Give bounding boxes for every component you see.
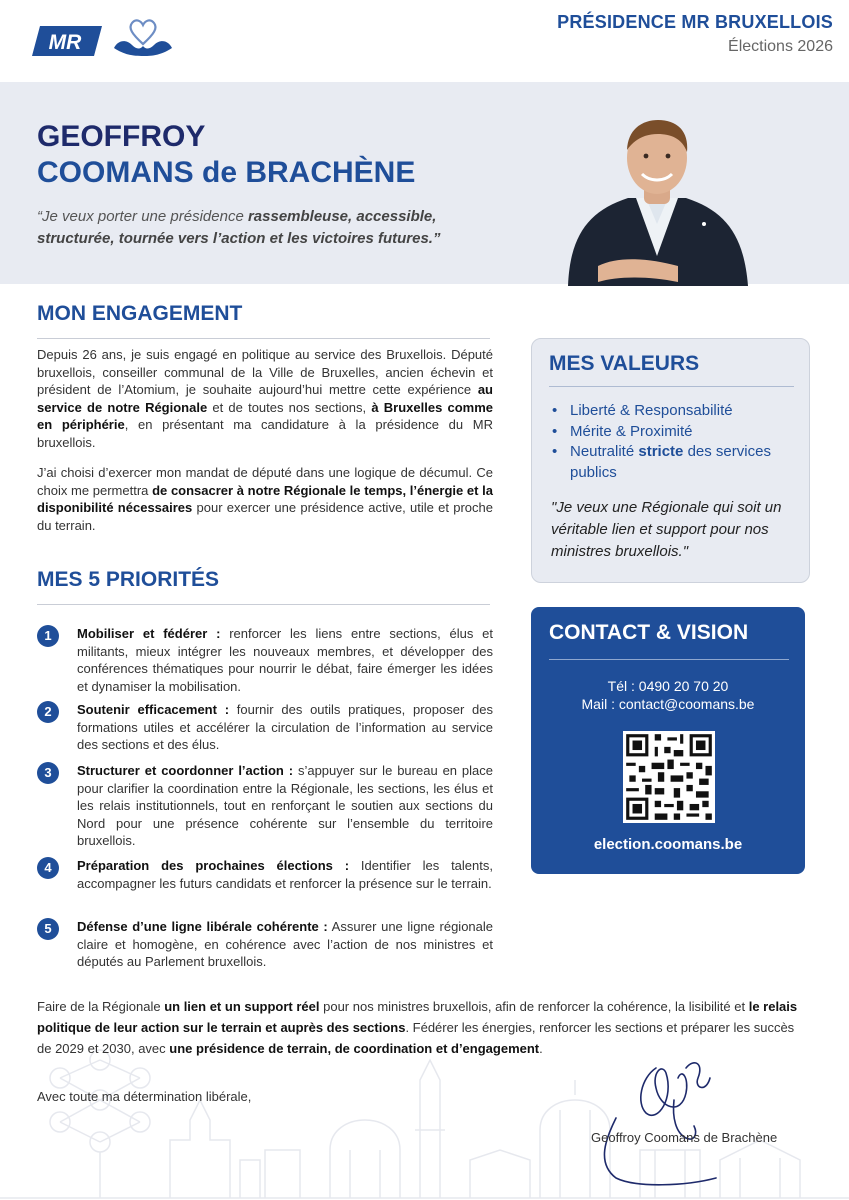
contact-email[interactable]: Mail : contact@coomans.be (581, 696, 755, 712)
priority-body: s’appuyer sur le bureau en place pour clarifier la coordination entre la Régionale, les sections, les élus et les relais institutionnels, tout en renforçant le soutien aux sections du Nord pour une présence cohérente sur l’ensemble du territoire bruxellois. (77, 763, 494, 849)
value-item (552, 401, 795, 422)
contact-phone[interactable]: Tél : 0490 20 70 20 (607, 678, 729, 694)
engagement-p1-bold-a: au service de notre Régionale (37, 382, 493, 415)
value-text: Liberté & Responsabilité (570, 402, 733, 419)
priority-text (77, 762, 493, 850)
bullet-icon: • (552, 443, 558, 460)
bullet-icon: • (552, 402, 558, 419)
priority-body: Assurer une ligne régionale claire et homogène, en cohérence avec l’action de nos ministres et députés au Parlement bruxellois. (77, 919, 494, 970)
contact-title: CONTACT & VISION (549, 621, 749, 644)
top-bar (0, 0, 849, 82)
signature-name: Geoffroy Coomans de Brachène (591, 1130, 778, 1145)
priority-item (37, 762, 493, 850)
candidate-portrait (558, 116, 756, 286)
priority-number-badge: 5 (37, 918, 59, 940)
value-text-end: des services publics (570, 443, 771, 481)
values-divider (549, 386, 794, 387)
value-text: Neutralité (570, 443, 639, 460)
closing-text-d: . (539, 1041, 543, 1056)
contact-divider (549, 659, 789, 660)
heart-logo-icon (112, 18, 174, 58)
closing-text-b: pour nos ministres bruxellois, afin de renforcer la cohérence, la lisibilité et (319, 999, 749, 1014)
engagement-title: MON ENGAGEMENT (37, 302, 243, 325)
priority-number-badge: 3 (37, 762, 59, 784)
priority-text (77, 918, 493, 971)
priority-heading: Préparation des prochaines élections : (77, 858, 350, 873)
closing-text-a: Faire de la Régionale (37, 999, 165, 1014)
priority-body: Identifier les talents, accompagner les futurs candidats et renforcer la présence sur le terrain. (77, 858, 493, 891)
closing-text-c: . Fédérer les énergies, renforcer les sections et préparer les succès de 2029 et 2030, avec (37, 1020, 795, 1056)
engagement-p2-bold: de consacrer à notre Régionale le temps, l’énergie et la disponibilité nécessaires (37, 482, 494, 516)
bullet-icon: • (552, 422, 558, 440)
priority-text (77, 857, 493, 892)
mr-logo-text: MR (48, 31, 82, 54)
priority-body: renforcer les liens entre sections, élus et militants, mieux intégrer les nouveaux membres, et développer des conférences thématiques pour nourrir le débat, faire émerger les idées et dynamiser la mobilisation. (77, 626, 493, 694)
priority-text (77, 701, 493, 754)
priority-number-badge: 2 (37, 701, 59, 723)
values-list (552, 401, 795, 483)
priority-text (77, 625, 493, 695)
contact-card (531, 607, 805, 874)
engagement-divider (37, 338, 490, 339)
values-quote: "Je veux une Régionale qui soit un véritable lien et support pour nos ministres bruxellois." (551, 499, 782, 560)
value-item (552, 422, 795, 443)
closing-bold-c: une présidence de terrain, de coordination et d’engagement (169, 1041, 540, 1056)
priorities-title: MES 5 PRIORITÉS (37, 568, 220, 591)
engagement-p1-text-b: et de toutes nos sections, (207, 399, 372, 415)
engagement-p1-text-c: , en présentant ma candidature à la présidence du MR bruxellois. (37, 417, 493, 450)
value-emphasis: stricte (638, 443, 684, 460)
value-item (552, 442, 795, 483)
hero-quote-emphasis: rassembleuse, accessible, structurée, tournée vers l’action et les victoires futures.” (37, 208, 441, 247)
engagement-paragraph-2 (37, 464, 493, 534)
closing-bold-a: un lien et un support réel (164, 999, 320, 1014)
priority-item (37, 857, 493, 892)
header-title: PRÉSIDENCE MR BRUXELLOIS (557, 12, 833, 32)
salutation: Avec toute ma détermination libérale, (37, 1089, 252, 1104)
hero-banner (0, 82, 849, 284)
qr-code-icon[interactable] (623, 731, 715, 823)
priority-number-badge: 4 (37, 857, 59, 879)
values-card (531, 338, 810, 583)
engagement-p2-text-b: pour exercer une présidence active, utile et proche du terrain. (37, 500, 493, 533)
engagement-p1-text-a: Depuis 26 ans, je suis engagé en politique au service des Bruxellois. Député bruxellois, conseiller communal de la Ville de Bruxelles, ancien échevin et président de l’Atomium, je souhaite aujourd’hui mettre cette expérience (37, 347, 493, 398)
priorities-divider (37, 604, 490, 605)
priority-heading: Soutenir efficacement : (77, 702, 230, 717)
value-text: Mérite & Proximité (570, 422, 693, 440)
priority-item (37, 625, 493, 695)
priority-number-badge: 1 (37, 625, 59, 647)
candidate-last-name: COOMANS de BRACHÈNE (37, 156, 416, 189)
priority-body: fournir des outils pratiques, proposer des formations utiles et accélérer la circulation de l’information au service des sections et des élus. (77, 702, 494, 753)
engagement-paragraph-1 (37, 346, 493, 452)
mr-logo (32, 26, 102, 56)
priority-item (37, 701, 493, 754)
hero-quote (37, 206, 487, 250)
header-title-block (557, 12, 833, 56)
closing-bold-b: le relais politique de leur action sur le terrain et auprès des sections (37, 999, 798, 1035)
contact-website[interactable]: election.coomans.be (593, 836, 743, 853)
candidate-first-name: GEOFFROY (37, 120, 206, 153)
engagement-p1-bold-b: à Bruxelles comme en périphérie (37, 399, 494, 433)
engagement-p2-text-a: J’ai choisi d’exercer mon mandat de député dans une logique de décumul. Ce choix me permettra (37, 465, 493, 498)
priority-heading: Structurer et coordonner l’action : (77, 763, 294, 778)
handwritten-signature (586, 1038, 746, 1188)
priority-heading: Mobiliser et fédérer : (77, 626, 221, 641)
header-subtitle: Élections 2026 (728, 38, 833, 55)
priority-item (37, 918, 493, 971)
hero-quote-text: “Je veux porter une présidence (37, 208, 248, 225)
priority-heading: Défense d’une ligne libérale cohérente : (77, 919, 328, 934)
values-title: MES VALEURS (549, 352, 700, 375)
